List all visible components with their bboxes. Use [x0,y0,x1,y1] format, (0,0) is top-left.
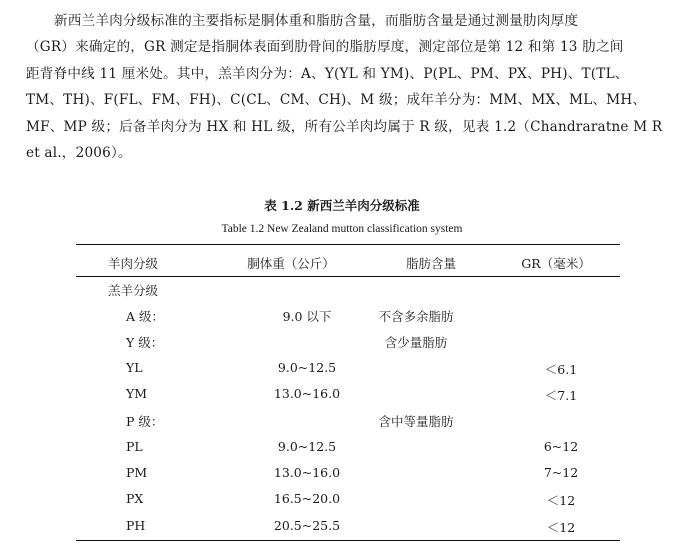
table-row [76,333,620,353]
paragraph-line: （GR）来确定的，GR 测定是指胴体表面到肋骨间的脂肪厚度，测定部位是第 12 和第 13 肋之间 [26,39,624,56]
table-caption-en: Table 1.2 New Zealand mutton classification system [221,223,463,235]
body-paragraph [26,8,663,166]
header-grade: 羊肉分级 [108,256,159,271]
cell-gr: ＜12 [546,493,576,508]
header-fat: 脂肪含量 [405,256,456,271]
table-row [76,491,620,511]
cell-fat: 不含多余脂肪 [378,309,454,324]
cell-weight: 9.0~12.5 [277,360,337,375]
table-caption-zh: 表 1.2 新西兰羊肉分级标准 [264,198,420,213]
cell-gr: 6~12 [543,439,579,454]
cell-gr: ＜12 [546,520,576,535]
cell-gr: ＜7.1 [544,388,578,403]
cell-grade: 羔羊分级 [108,283,159,298]
cell-grade: PM [126,465,148,480]
cell-grade: PH [126,518,146,533]
table-top-rule [76,244,620,245]
cell-grade: YM [126,386,148,401]
paragraph-line: 新西兰羊肉分级标准的主要指标是胴体重和脂肪含量，而脂肪含量是通过测量肋肉厚度 [54,13,579,29]
table-row [76,439,620,459]
cell-grade: A 级： [126,309,165,324]
cell-grade: P 级： [126,414,164,429]
table-row [76,386,620,406]
header-gr: GR（毫米） [521,256,591,271]
cell-gr: ＜6.1 [544,362,578,377]
cell-weight: 9.0~12.5 [277,439,337,454]
table-bottom-rule [76,540,620,541]
table-row [76,465,620,485]
paragraph-line: TM、TH)、F(FL、FM、FH)、C(CL、CM、CH)、M 级；成年羊分为：MM、MX、ML、MH、 [26,92,647,109]
table-row [76,518,620,538]
cell-weight: 13.0~16.0 [273,465,341,480]
cell-gr: 7~12 [543,465,579,480]
cell-grade: YL [126,360,143,375]
cell-weight: 20.5~25.5 [273,518,341,533]
header-weight: 胴体重（公斤） [247,256,335,271]
cell-weight: 16.5~20.0 [273,491,341,506]
table-row [76,281,620,301]
table-row [76,307,620,327]
paragraph-line: et al.，2006）。 [26,145,132,162]
paragraph-line: 距背脊中线 11 厘米处。其中，羔羊肉分为：A、Y(YL 和 YM)、P(PL、PM、PX、PH)、T(TL、 [26,65,629,82]
cell-fat: 含少量脂肪 [384,335,448,350]
paragraph-line: MF、MP 级；后备羊肉分为 HX 和 HL 级，所有公羊肉均属于 R 级，见表 1.2（Chandraratne M R [26,118,663,135]
table-row [76,412,620,432]
table-header-row [76,254,620,274]
cell-weight: 13.0~16.0 [273,386,341,401]
cell-grade: Y 级： [126,335,164,350]
cell-grade: PX [126,491,144,506]
cell-grade: PL [126,439,143,454]
table-header-rule [76,276,620,277]
cell-weight: 9.0 以下 [282,309,332,324]
cell-fat: 含中等量脂肪 [378,414,454,429]
table-row [76,360,620,380]
